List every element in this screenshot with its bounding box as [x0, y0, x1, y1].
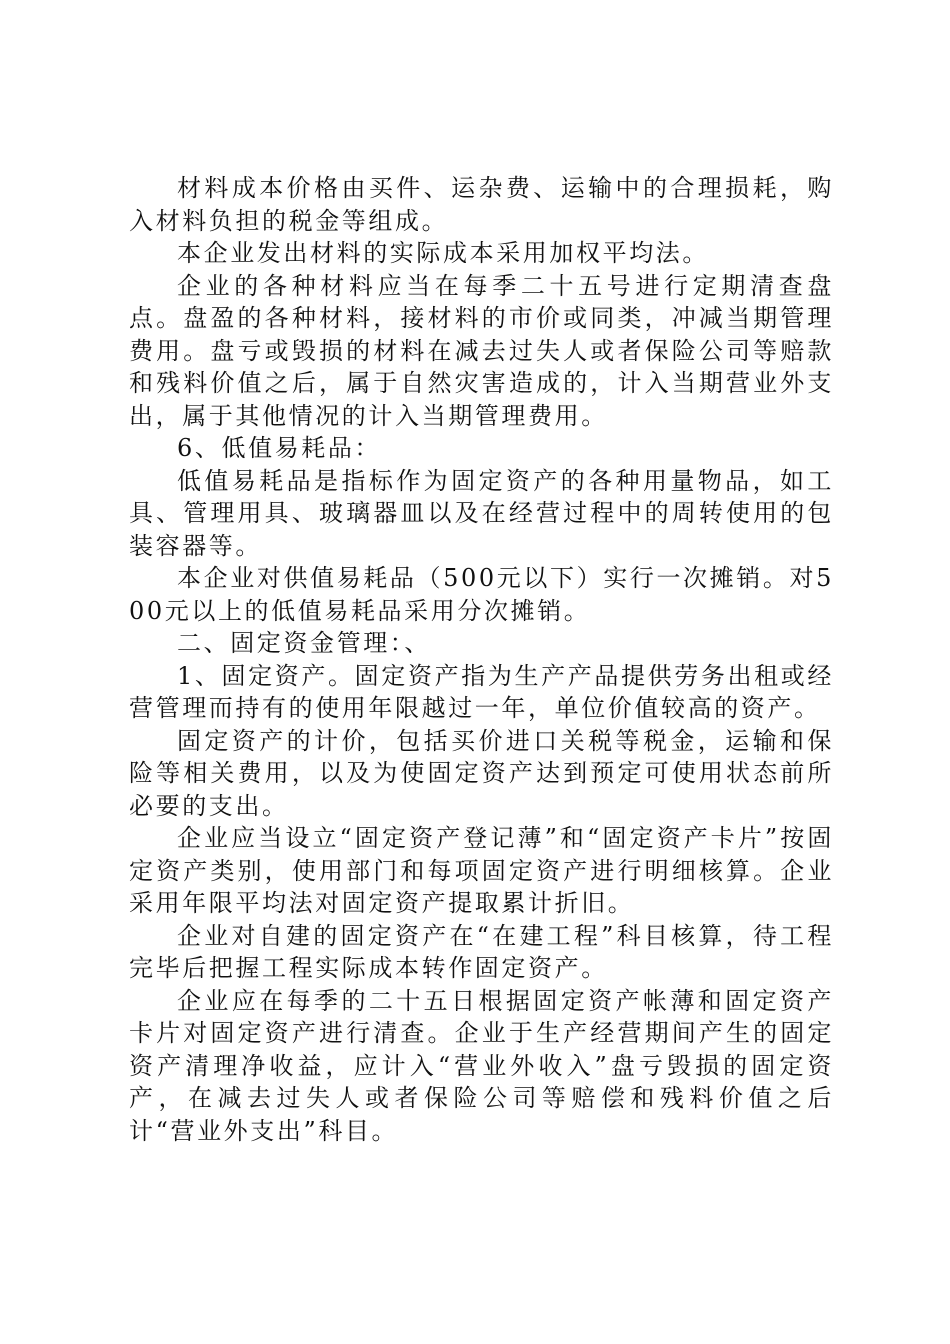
paragraph-construction-in-progress: 企业对自建的固定资产在“在建工程”科目核算，待工程完毕后把握工程实际成本转作固定资产。 [129, 921, 834, 982]
paragraph-fixed-assets-inspection: 企业应在每季的二十五日根据固定资产帐薄和固定资产卡片对固定资产进行清查。企业于生产经营期间产生的固定资产清理净收益，应计入“营业外收入”盘亏毁损的固定资产，在减去过失人或者保险公司等赔偿和残料价值之后计“营业外支出”科目。 [129, 986, 834, 1145]
heading-fixed-capital: 二、固定资金管理：、 [177, 629, 431, 657]
paragraph-inventory-check: 企业的各种材料应当在每季二十五号进行定期清查盘点。盘盈的各种材料，接材料的市价或同类，冲减当期管理费用。盘亏或毁损的材料在减去过失人或者保险公司等赔款和残料价值之后，属于自然灾害造成的，计入当期营业外支出，属于其他情况的计入当期管理费用。 [129, 271, 834, 430]
paragraph-material-cost: 材料成本价格由买件、运杂费、运输中的合理损耗，购入材料负担的税金等组成。 [129, 174, 834, 235]
paragraph-weighted-average: 本企业发出材料的实际成本采用加权平均法。 [177, 239, 709, 267]
paragraph-amortization: 本企业对供值易耗品（500元以下）实行一次摊销。对500元以上的低值易耗品采用分次摊销。 [129, 564, 834, 625]
heading-low-value-consumables: 6、低值易耗品： [177, 434, 382, 462]
paragraph-fixed-assets-valuation: 固定资产的计价，包括买价进口关税等税金，运输和保险等相关费用，以及为使固定资产达到预定可使用状态前所必要的支出。 [129, 726, 834, 820]
paragraph-fixed-assets-register: 企业应当设立“固定资产登记薄”和“固定资产卡片”按固定资产类别，使用部门和每项固定资产进行明细核算。企业采用年限平均法对固定资产提取累计折旧。 [129, 824, 834, 917]
paragraph-low-value-definition: 低值易耗品是指标作为固定资产的各种用量物品，如工具、管理用具、玻璃器皿以及在经营过程中的周转使用的包装容器等。 [129, 466, 834, 560]
document-body [129, 172, 834, 1147]
paragraph-fixed-assets-definition: 1、固定资产。固定资产指为生产产品提供劳务出租或经营管理而持有的使用年限越过一年，单位价值较高的资产。 [129, 661, 834, 722]
